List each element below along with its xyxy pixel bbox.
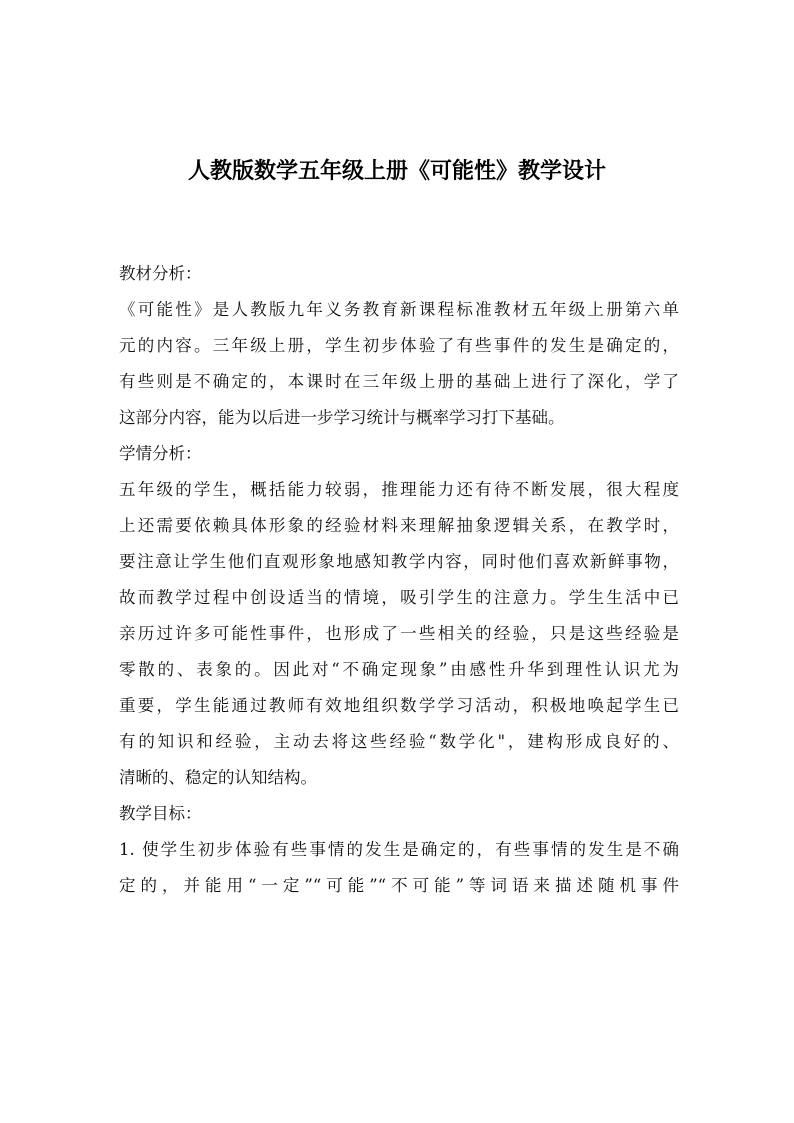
paragraph-line: 清晰的、稳定的认知结构。 xyxy=(119,768,317,787)
paragraph-line: 1. 使学生初步体验有些事情的发生是确定的，有些事情的发生是不确 xyxy=(119,840,679,859)
paragraph-line: 故而教学过程中创设适当的情境，吸引学生的注意力。学生生活中已 xyxy=(119,588,679,607)
paragraph-line: 《可能性》是人教版九年义务教育新课程标准教材五年级上册第六单 xyxy=(119,300,679,319)
paragraph-line: 有的知识和经验，主动去将这些经验“数学化"，建构形成良好的、 xyxy=(119,732,679,751)
document-title: 人教版数学五年级上册《可能性》教学设计 xyxy=(187,159,606,184)
paragraph-line: 元的内容。三年级上册，学生初步体验了有些事件的发生是确定的， xyxy=(119,336,679,355)
section-heading-textbook-analysis: 教材分析： xyxy=(119,264,202,283)
paragraph-line: 五年级的学生，概括能力较弱，推理能力还有待不断发展，很大程度 xyxy=(119,480,679,499)
paragraph-line: 亲历过许多可能性事件，也形成了一些相关的经验，只是这些经验是 xyxy=(119,624,679,643)
section-heading-student-analysis: 学情分析： xyxy=(119,444,202,463)
section-heading-teaching-goals: 教学目标： xyxy=(119,804,202,823)
paragraph-line: 重要，学生能通过教师有效地组织数学学习活动，积极地唤起学生已 xyxy=(119,696,679,715)
paragraph-line: 这部分内容，能为以后进一步学习统计与概率学习打下基础。 xyxy=(119,408,565,427)
paragraph-line: 零散的、表象的。因此对“不确定现象”由感性升华到理性认识尤为 xyxy=(119,660,679,679)
document-body xyxy=(119,256,679,904)
paragraph-line: 有些则是不确定的，本课时在三年级上册的基础上进行了深化，学了 xyxy=(119,372,679,391)
paragraph-line: 定的，并能用“一定”“可能”“不可能”等词语来描述随机事件 xyxy=(119,876,679,895)
paragraph-line: 上还需要依赖具体形象的经验材料来理解抽象逻辑关系，在教学时， xyxy=(119,516,679,535)
paragraph-line: 要注意让学生他们直观形象地感知教学内容，同时他们喜欢新鲜事物， xyxy=(119,552,679,571)
